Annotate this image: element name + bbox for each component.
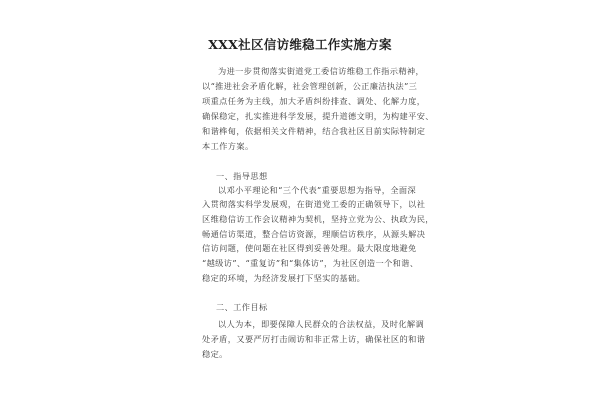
- section1-line: 区维稳信访工作会议精神为契机，坚持立党为公、执政为民，: [202, 214, 434, 224]
- section-heading-guiding-ideology: 一、指导思想: [216, 171, 268, 181]
- section2-line: 稳定。: [202, 349, 228, 359]
- section1-line: “越级访”、“重复访”和“集体访”，为社区创造一个和谐、: [202, 258, 419, 268]
- section2-line: 处矛盾，又要严厉打击闹访和非正常上访，确保社区的和谐: [202, 334, 426, 344]
- section1-line: 信访问题，使问题在社区得到妥善处理。最大限度地避免: [202, 243, 417, 253]
- section-heading-work-goals: 二、工作目标: [216, 302, 268, 312]
- intro-line: 项重点任务为主线，加大矛盾纠纷排查、调处、化解力度，: [202, 96, 426, 106]
- intro-line: 确保稳定，扎实推进科学发展，提升道德文明，为构建平安、: [202, 111, 434, 121]
- document-title: XXX社区信访维稳工作实施方案: [208, 37, 392, 52]
- section1-line: 畅通信访渠道，整合信访资源，理顺信访秩序，从源头解决: [202, 229, 426, 239]
- intro-line: 为进一步贯彻落实街道党工委信访维稳工作指示精神，: [218, 66, 425, 76]
- section2-line: 以人为本，即要保障人民群众的合法权益，及时化解调: [218, 319, 425, 329]
- section1-line: 以邓小平理论和“三个代表”重要思想为指导，全面深: [218, 185, 417, 195]
- intro-line: 本工作方案。: [202, 141, 254, 151]
- section1-line: 入贯彻落实科学发展观，在街道党工委的正确领导下，以社: [202, 199, 426, 209]
- section1-line: 稳定的环境，为经济发展打下坚实的基础。: [202, 273, 366, 283]
- intro-line: 和谐桦甸，依据相关文件精神，结合我社区目前实际特制定: [202, 126, 426, 136]
- intro-line: 以“推进社会矛盾化解，社会管理创新，公正廉洁执法”三: [202, 81, 418, 91]
